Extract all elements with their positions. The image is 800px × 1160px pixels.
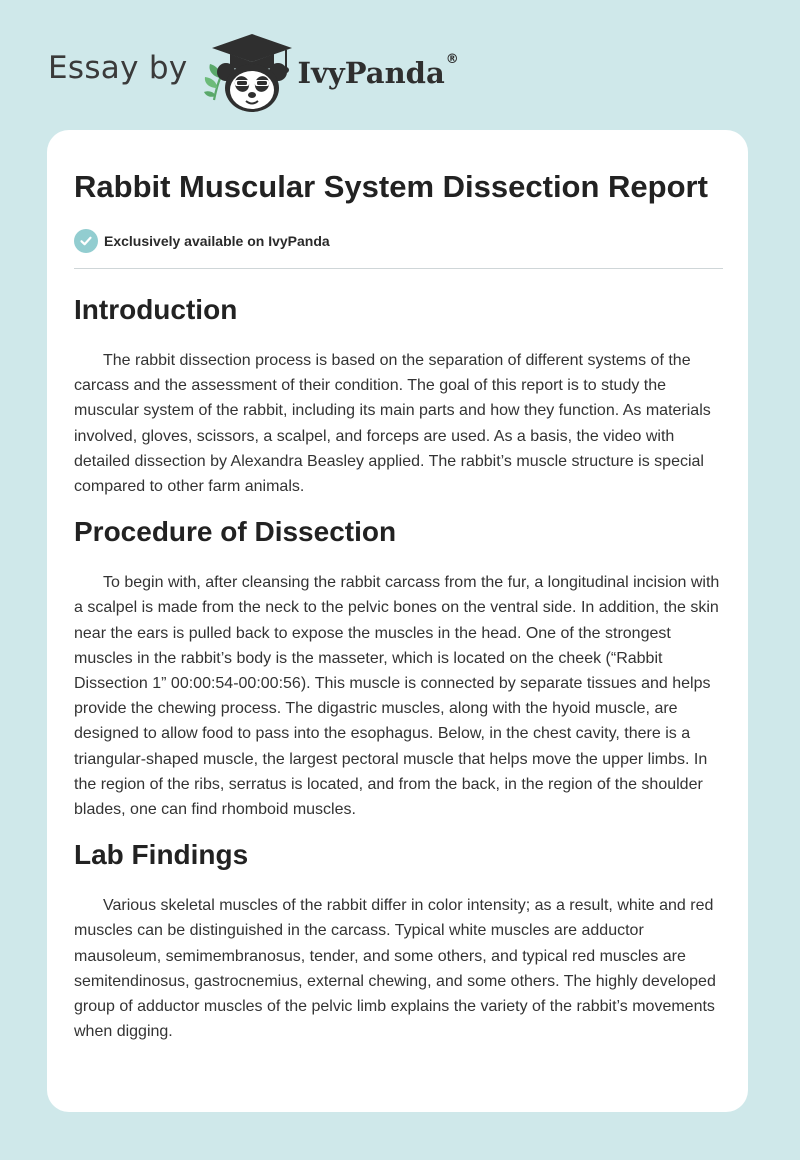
brand-name <box>297 52 459 90</box>
panda-logo-icon <box>200 26 296 116</box>
article-card <box>47 130 748 1112</box>
section-paragraph-lab-findings: Various skeletal muscles of the rabbit differ in color intensity; as a result, white and red muscles can be distinguished in the carcass. Typical white muscles are adductor mausoleum, semimembranosus, tender, and some others, and typical red muscles are semitendinosus, gastrocnemius, external chewing, and some others. The highly developed group of adductor muscles of the pelvic limb explains the variety of the rabbit’s movements when digging. <box>74 897 716 1041</box>
divider <box>74 268 723 269</box>
badge-text: Exclusively available on IvyPanda <box>104 233 330 249</box>
brand-name-text: IvyPanda <box>297 56 445 90</box>
brand-prefix: Essay by <box>48 50 188 86</box>
registered-mark: ® <box>445 52 459 67</box>
panda-face-icon <box>217 63 287 112</box>
section-paragraph-introduction: The rabbit dissection process is based on the separation of different systems of the carcass and the assessment of their condition. The goal of this report is to study the muscular system of the rabbit, including its main parts and how they function. As materials involved, gloves, scissors, a scalpel, and forceps are used. As a basis, the video with detailed dissection by Alexandra Beasley applied. The rabbit’s muscle structure is special compared to other farm animals. <box>74 352 711 496</box>
section-heading-procedure: Procedure of Dissection <box>74 516 397 548</box>
article-title: Rabbit Muscular System Dissection Report <box>74 169 708 204</box>
article-content <box>74 166 723 1044</box>
section-paragraph-procedure: To begin with, after cleansing the rabbit carcass from the fur, a longitudinal incision with a scalpel is made from the neck to the pelvic bones on the ventral side. In addition, the skin near the ears is pulled back to expose the muscles in the head. One of the strongest muscles in the rabbit’s body is the masseter, which is located on the cheek (“Rabbit Dissection 1” 00:00:54-00:00:56). This muscle is connected by separate tissues and helps provide the chewing process. The digastric muscles, along with the hyoid muscle, are designed to allow food to pass into the esophagus. Below, in the chest cavity, there is a triangular-shaped muscle, the largest pectoral muscle that helps move the upper limbs. In the region of the ribs, serratus is located, and from the back, in the region of the shoulder blades, one can find rhomboid muscles. <box>74 574 720 819</box>
section-heading-lab-findings: Lab Findings <box>74 839 249 871</box>
checkmark-icon <box>74 229 98 253</box>
section-heading-introduction: Introduction <box>74 294 238 325</box>
exclusive-badge <box>74 228 723 254</box>
brand-header[interactable] <box>48 26 459 116</box>
